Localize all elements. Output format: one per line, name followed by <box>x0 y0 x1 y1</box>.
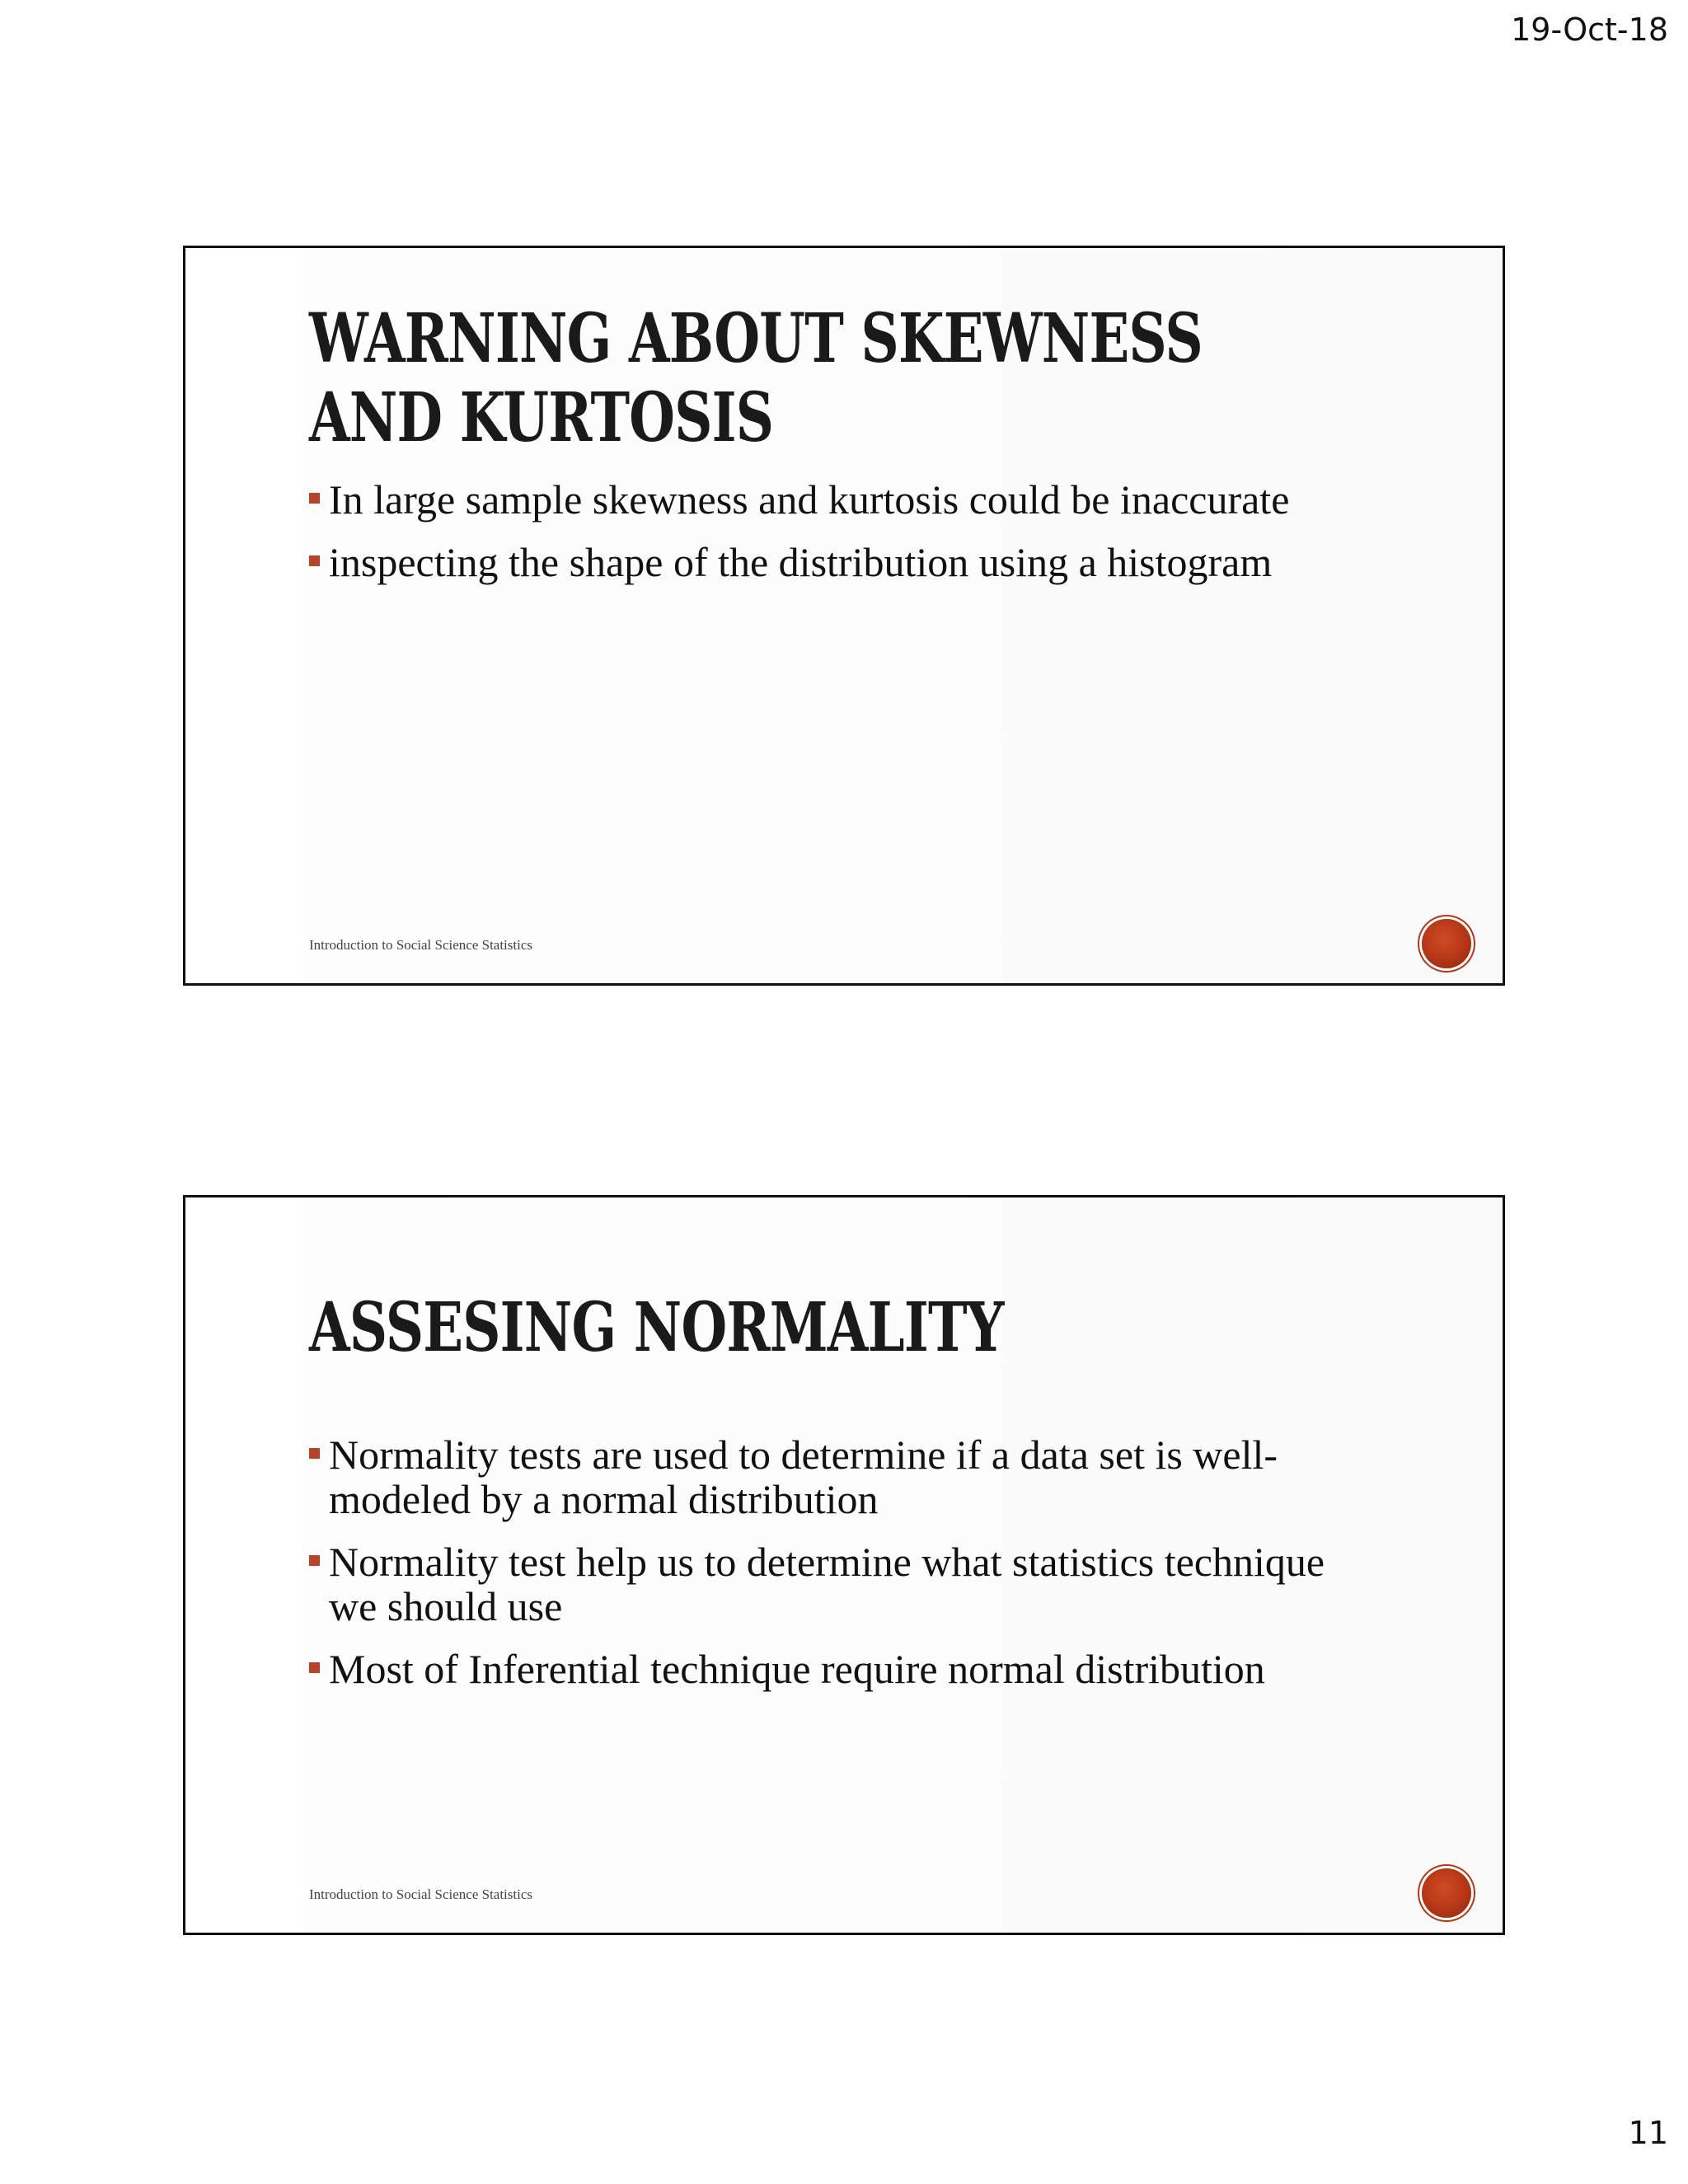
bullet-item <box>309 1540 1379 1629</box>
square-bullet-icon <box>309 1555 320 1566</box>
circle-badge-icon <box>1422 919 1471 968</box>
bullet-text: Normality tests are used to determine if a data set is well-modeled by a normal distribution <box>329 1432 1278 1522</box>
slide-title: ASSESING NORMALITY <box>309 1288 1004 1367</box>
bullet-text: Normality test help us to determine what statistics technique we should use <box>329 1539 1325 1629</box>
bullet-text: inspecting the shape of the distribution using a histogram <box>329 539 1273 585</box>
slide-footer: Introduction to Social Science Statistics <box>309 937 533 953</box>
bullet-item <box>309 477 1379 522</box>
slide-skewness-warning <box>183 246 1505 986</box>
slide-assessing-normality <box>183 1195 1505 1935</box>
slide-title: WARNING ABOUT SKEWNESS AND KURTOSIS <box>309 299 1203 457</box>
bullet-item <box>309 1432 1379 1521</box>
square-bullet-icon <box>309 555 320 566</box>
bullet-list <box>309 1432 1379 1709</box>
circle-badge-icon <box>1422 1868 1471 1918</box>
square-bullet-icon <box>309 1662 320 1673</box>
square-bullet-icon <box>309 1448 320 1459</box>
bullet-item <box>309 540 1379 584</box>
bullet-text: Most of Inferential technique require normal distribution <box>329 1646 1265 1692</box>
page-number: 11 <box>1628 2115 1668 2151</box>
bullet-item <box>309 1647 1379 1691</box>
page-date: 19-Oct-18 <box>1511 12 1668 48</box>
bullet-list <box>309 477 1379 602</box>
bullet-text: In large sample skewness and kurtosis could be inaccurate <box>329 476 1290 523</box>
square-bullet-icon <box>309 493 320 504</box>
slide-footer: Introduction to Social Science Statistics <box>309 1886 533 1902</box>
